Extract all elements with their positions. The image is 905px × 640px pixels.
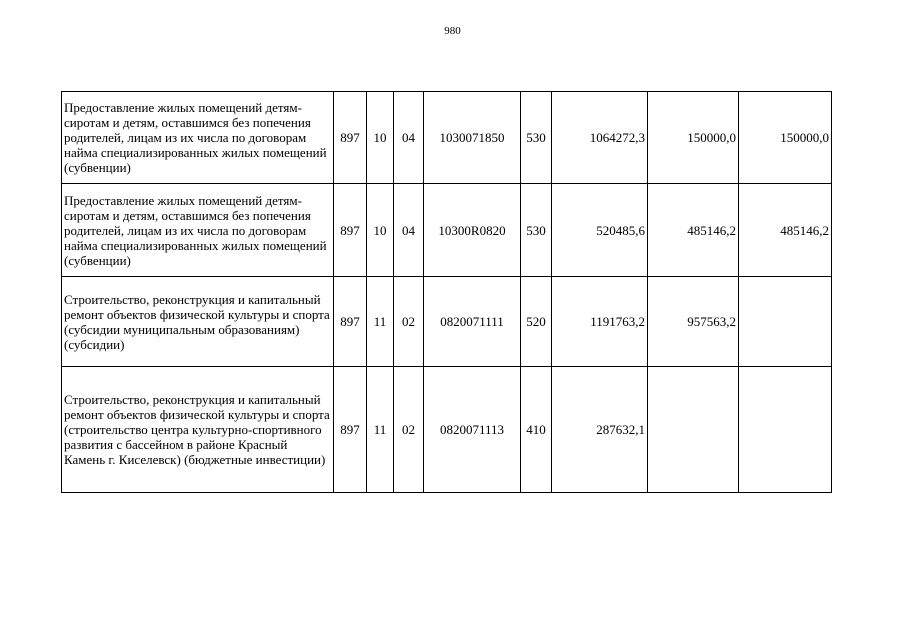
row-description: Предоставление жилых помещений детям-сиротам и детям, оставшимся без попечения родителей, лицам из их числа по договорам найма специализированных жилых помещений (субвенции) xyxy=(62,92,334,184)
amount-2: 485146,2 xyxy=(648,184,739,277)
amount-2: 150000,0 xyxy=(648,92,739,184)
amount-1: 1064272,3 xyxy=(552,92,648,184)
amount-1: 287632,1 xyxy=(552,367,648,493)
row-description: Строительство, реконструкция и капитальный ремонт объектов физической культуры и спорта (строительство центра культурно-спортивного развития с бассейном в районе Красный Камень г. Киселевск) (бюджетные инвестиции) xyxy=(62,367,334,493)
expense-type-code: 530 xyxy=(521,92,552,184)
subsection-code: 04 xyxy=(394,184,424,277)
amount-2 xyxy=(648,367,739,493)
target-article-code: 0820071113 xyxy=(424,367,521,493)
amount-3 xyxy=(739,277,832,367)
subsection-code: 02 xyxy=(394,277,424,367)
row-description: Предоставление жилых помещений детям-сиротам и детям, оставшимся без попечения родителей, лицам из их числа по договорам найма специализированных жилых помещений (субвенции) xyxy=(62,184,334,277)
page-number: 980 xyxy=(444,25,461,37)
target-article-code: 1030071850 xyxy=(424,92,521,184)
amount-1: 1191763,2 xyxy=(552,277,648,367)
subsection-code: 04 xyxy=(394,92,424,184)
ministry-code: 897 xyxy=(334,277,367,367)
ministry-code: 897 xyxy=(334,92,367,184)
section-code: 10 xyxy=(367,184,394,277)
section-code: 11 xyxy=(367,367,394,493)
target-article-code: 0820071111 xyxy=(424,277,521,367)
section-code: 10 xyxy=(367,92,394,184)
row-description: Строительство, реконструкция и капитальный ремонт объектов физической культуры и спорта (субсидии муниципальным образованиям) (субсидии) xyxy=(62,277,334,367)
budget-table xyxy=(61,91,832,493)
table-row xyxy=(62,367,832,493)
amount-2: 957563,2 xyxy=(648,277,739,367)
amount-3 xyxy=(739,367,832,493)
target-article-code: 10300R0820 xyxy=(424,184,521,277)
amount-3: 150000,0 xyxy=(739,92,832,184)
expense-type-code: 410 xyxy=(521,367,552,493)
amount-3: 485146,2 xyxy=(739,184,832,277)
section-code: 11 xyxy=(367,277,394,367)
subsection-code: 02 xyxy=(394,367,424,493)
table-row xyxy=(62,92,832,184)
ministry-code: 897 xyxy=(334,367,367,493)
expense-type-code: 530 xyxy=(521,184,552,277)
ministry-code: 897 xyxy=(334,184,367,277)
table-row xyxy=(62,184,832,277)
expense-type-code: 520 xyxy=(521,277,552,367)
amount-1: 520485,6 xyxy=(552,184,648,277)
table-row xyxy=(62,277,832,367)
